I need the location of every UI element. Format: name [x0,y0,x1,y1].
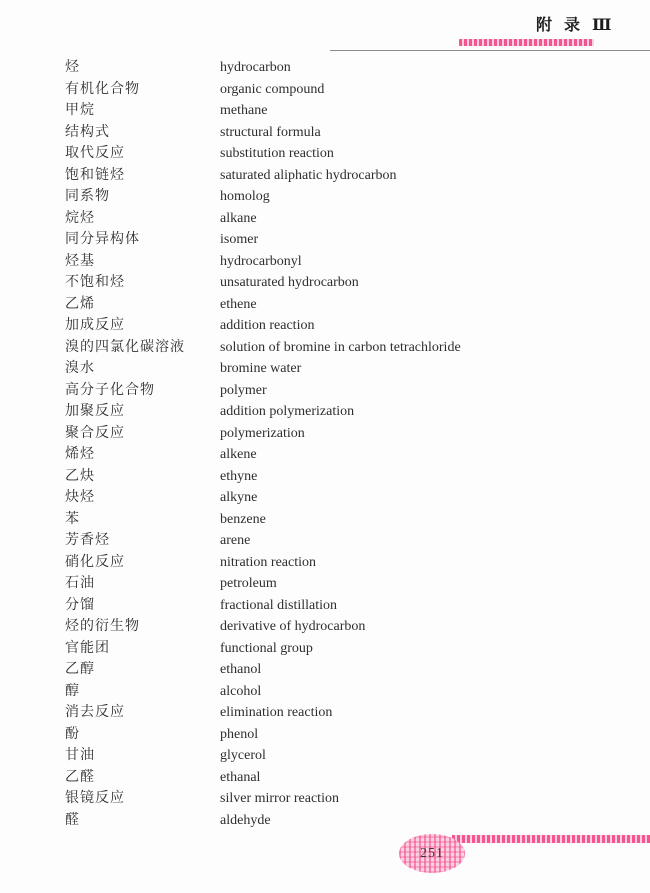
term-zh: 溴水 [65,361,95,376]
term-en: unsaturated hydrocarbon [220,275,359,290]
term-en: elimination reaction [220,705,333,720]
glossary-row [0,573,650,595]
term-zh: 炔烃 [65,490,95,505]
term-zh: 乙醛 [65,769,95,785]
glossary-row [0,616,650,638]
glossary-row [0,638,650,660]
glossary-row [0,702,650,724]
glossary-row [0,788,650,810]
term-en: fractional distillation [220,597,338,613]
term-en: structural formula [220,124,321,140]
glossary-row [0,79,650,101]
term-zh: 有机化合物 [65,81,140,97]
term-en: organic compound [220,81,325,97]
term-en: addition polymerization [220,404,355,419]
glossary-list [0,57,650,831]
glossary-row [0,208,650,230]
term-en: petroleum [220,576,277,591]
term-en: glycerol [220,748,266,763]
glossary-row [0,122,650,144]
glossary-row [0,380,650,402]
term-en: bromine water [220,361,302,376]
term-en: benzene [220,511,266,527]
term-zh: 分馏 [65,597,95,613]
header-underline-rule [330,50,650,51]
term-zh: 烯烃 [65,447,95,462]
term-zh: 饱和链烃 [65,167,125,183]
term-en: ethanol [220,662,262,677]
glossary-row [0,681,650,703]
term-zh: 苯 [65,511,80,527]
term-zh: 银镜反应 [65,791,125,806]
term-zh: 醛 [65,812,80,828]
term-zh: 聚合反应 [65,425,125,441]
glossary-row [0,767,650,789]
term-en: ethene [220,296,257,312]
term-en: isomer [220,232,259,247]
glossary-row [0,229,650,251]
term-en: hydrocarbon [220,60,291,75]
term-en: polymer [220,382,267,398]
glossary-row [0,315,650,337]
term-zh: 甘油 [65,748,95,763]
term-zh: 同分异构体 [65,232,140,247]
glossary-row [0,165,650,187]
footer-pink-striped-bar [452,835,650,843]
term-zh: 同系物 [65,189,110,204]
header-pink-dashed-rule [459,39,594,46]
page-number-badge [399,834,465,873]
glossary-row [0,487,650,509]
term-en: solution of bromine in carbon tetrachloride [220,339,461,355]
term-zh: 乙炔 [65,468,95,484]
term-en: homolog [220,189,270,204]
term-zh: 取代反应 [65,146,125,161]
term-en: addition reaction [220,318,315,333]
term-zh: 结构式 [65,124,110,140]
glossary-row [0,466,650,488]
glossary-row [0,530,650,552]
glossary-row [0,143,650,165]
term-zh: 加成反应 [65,318,125,333]
glossary-row [0,186,650,208]
appendix-title: 附 录 Ⅲ [536,17,616,34]
term-zh: 芳香烃 [65,533,110,548]
glossary-row [0,745,650,767]
term-en: alkane [220,210,257,226]
glossary-row [0,401,650,423]
glossary-row [0,724,650,746]
term-en: alcohol [220,683,262,699]
glossary-row [0,810,650,832]
glossary-row [0,509,650,531]
term-zh: 消去反应 [65,705,125,720]
glossary-row [0,423,650,445]
glossary-row [0,100,650,122]
term-zh: 酚 [65,726,80,742]
term-zh: 乙烯 [65,296,95,312]
glossary-row [0,251,650,273]
term-zh: 烃 [65,60,80,75]
term-en: substitution reaction [220,146,334,161]
term-en: alkene [220,447,257,462]
term-zh: 烷烃 [65,210,95,226]
term-zh: 甲烷 [65,103,95,118]
term-zh: 石油 [65,576,95,591]
term-en: aldehyde [220,812,271,828]
glossary-row [0,595,650,617]
term-zh: 不饱和烃 [65,275,125,290]
term-zh: 高分子化合物 [65,382,155,398]
term-zh: 加聚反应 [65,404,125,419]
term-en: hydrocarbonyl [220,253,302,269]
term-zh: 官能团 [65,640,110,656]
term-en: methane [220,103,268,118]
term-en: functional group [220,640,313,656]
term-zh: 硝化反应 [65,554,125,570]
glossary-row [0,552,650,574]
glossary-row [0,337,650,359]
term-zh: 烃基 [65,253,95,269]
term-zh: 溴的四氯化碳溶液 [65,339,185,355]
glossary-row [0,57,650,79]
term-zh: 醇 [65,683,80,699]
term-en: alkyne [220,490,258,505]
term-en: phenol [220,726,259,742]
term-en: ethyne [220,468,258,484]
term-en: silver mirror reaction [220,791,339,806]
glossary-row [0,659,650,681]
glossary-row [0,444,650,466]
term-en: arene [220,533,251,548]
term-en: derivative of hydrocarbon [220,619,366,634]
term-zh: 乙醇 [65,662,95,677]
term-en: nitration reaction [220,554,317,570]
term-en: saturated aliphatic hydrocarbon [220,167,397,183]
term-en: polymerization [220,425,305,441]
term-zh: 烃的衍生物 [65,619,140,634]
glossary-row [0,272,650,294]
term-en: ethanal [220,769,261,785]
glossary-row [0,358,650,380]
page-number: 251 [420,845,444,861]
glossary-row [0,294,650,316]
